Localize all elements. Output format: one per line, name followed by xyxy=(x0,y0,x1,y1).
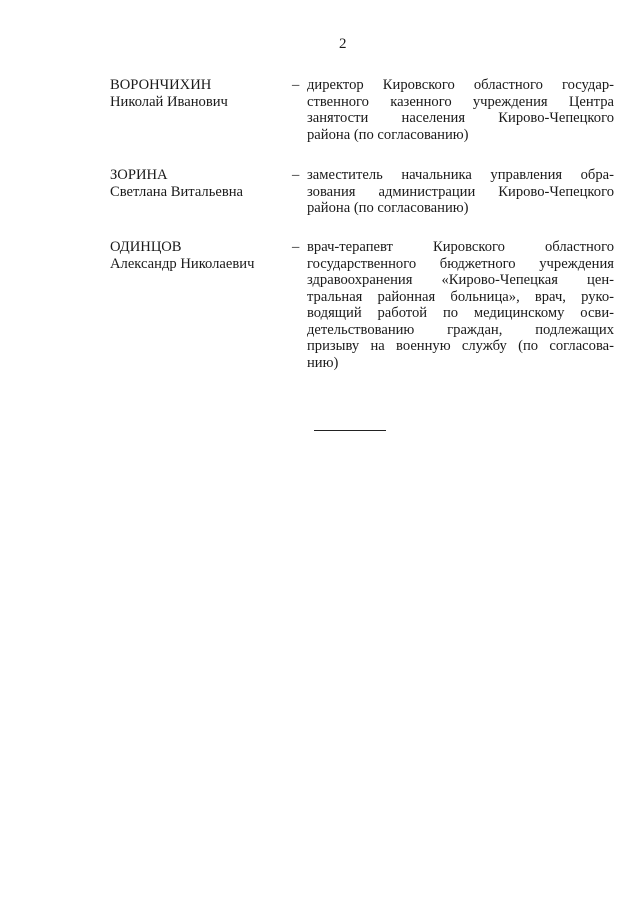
member-surname: ЗОРИНА xyxy=(110,167,168,183)
member-description xyxy=(307,167,614,217)
end-divider xyxy=(314,430,386,431)
page-number: 2 xyxy=(339,36,347,52)
member-name xyxy=(110,167,243,200)
description-line: ственного казенного учреждения Центра xyxy=(307,93,614,110)
description-line: призыву на военную службу (по согласова- xyxy=(307,338,614,354)
description-line: заместитель начальника управления обра- xyxy=(307,167,614,183)
description-line: врач-терапевт Кировского областного xyxy=(307,239,614,255)
description-line: директор Кировского областного государ- xyxy=(307,77,614,93)
description-line: государственного бюджетного учреждения xyxy=(307,255,614,272)
description-line: нию) xyxy=(307,354,339,371)
description-line: водящий работой по медицинскому осви- xyxy=(307,305,614,321)
member-given-names: Светлана Витальевна xyxy=(110,183,244,200)
dash: – xyxy=(292,239,300,255)
description-line: занятости населения Кирово-Чепецкого xyxy=(307,110,614,126)
member-surname: ОДИНЦОВ xyxy=(110,239,182,255)
dash: – xyxy=(292,77,300,93)
description-line: здравоохранения «Кирово-Чепецкая цен- xyxy=(307,272,614,288)
dash: – xyxy=(292,167,300,183)
description-line: района (по согласованию) xyxy=(307,126,469,143)
member-surname: ВОРОНЧИХИН xyxy=(110,77,212,93)
member-name xyxy=(110,77,228,110)
member-given-names: Александр Николаевич xyxy=(110,255,255,272)
member-given-names: Николай Иванович xyxy=(110,93,228,110)
description-line: района (по согласованию) xyxy=(307,200,469,216)
member-name xyxy=(110,239,254,272)
description-line: детельствованию граждан, подлежащих xyxy=(307,321,614,338)
description-line: тральная районная больница», врач, руко- xyxy=(307,288,614,305)
member-description xyxy=(307,239,614,371)
member-description xyxy=(307,77,614,143)
description-line: зования администрации Кирово-Чепецкого xyxy=(307,183,614,200)
